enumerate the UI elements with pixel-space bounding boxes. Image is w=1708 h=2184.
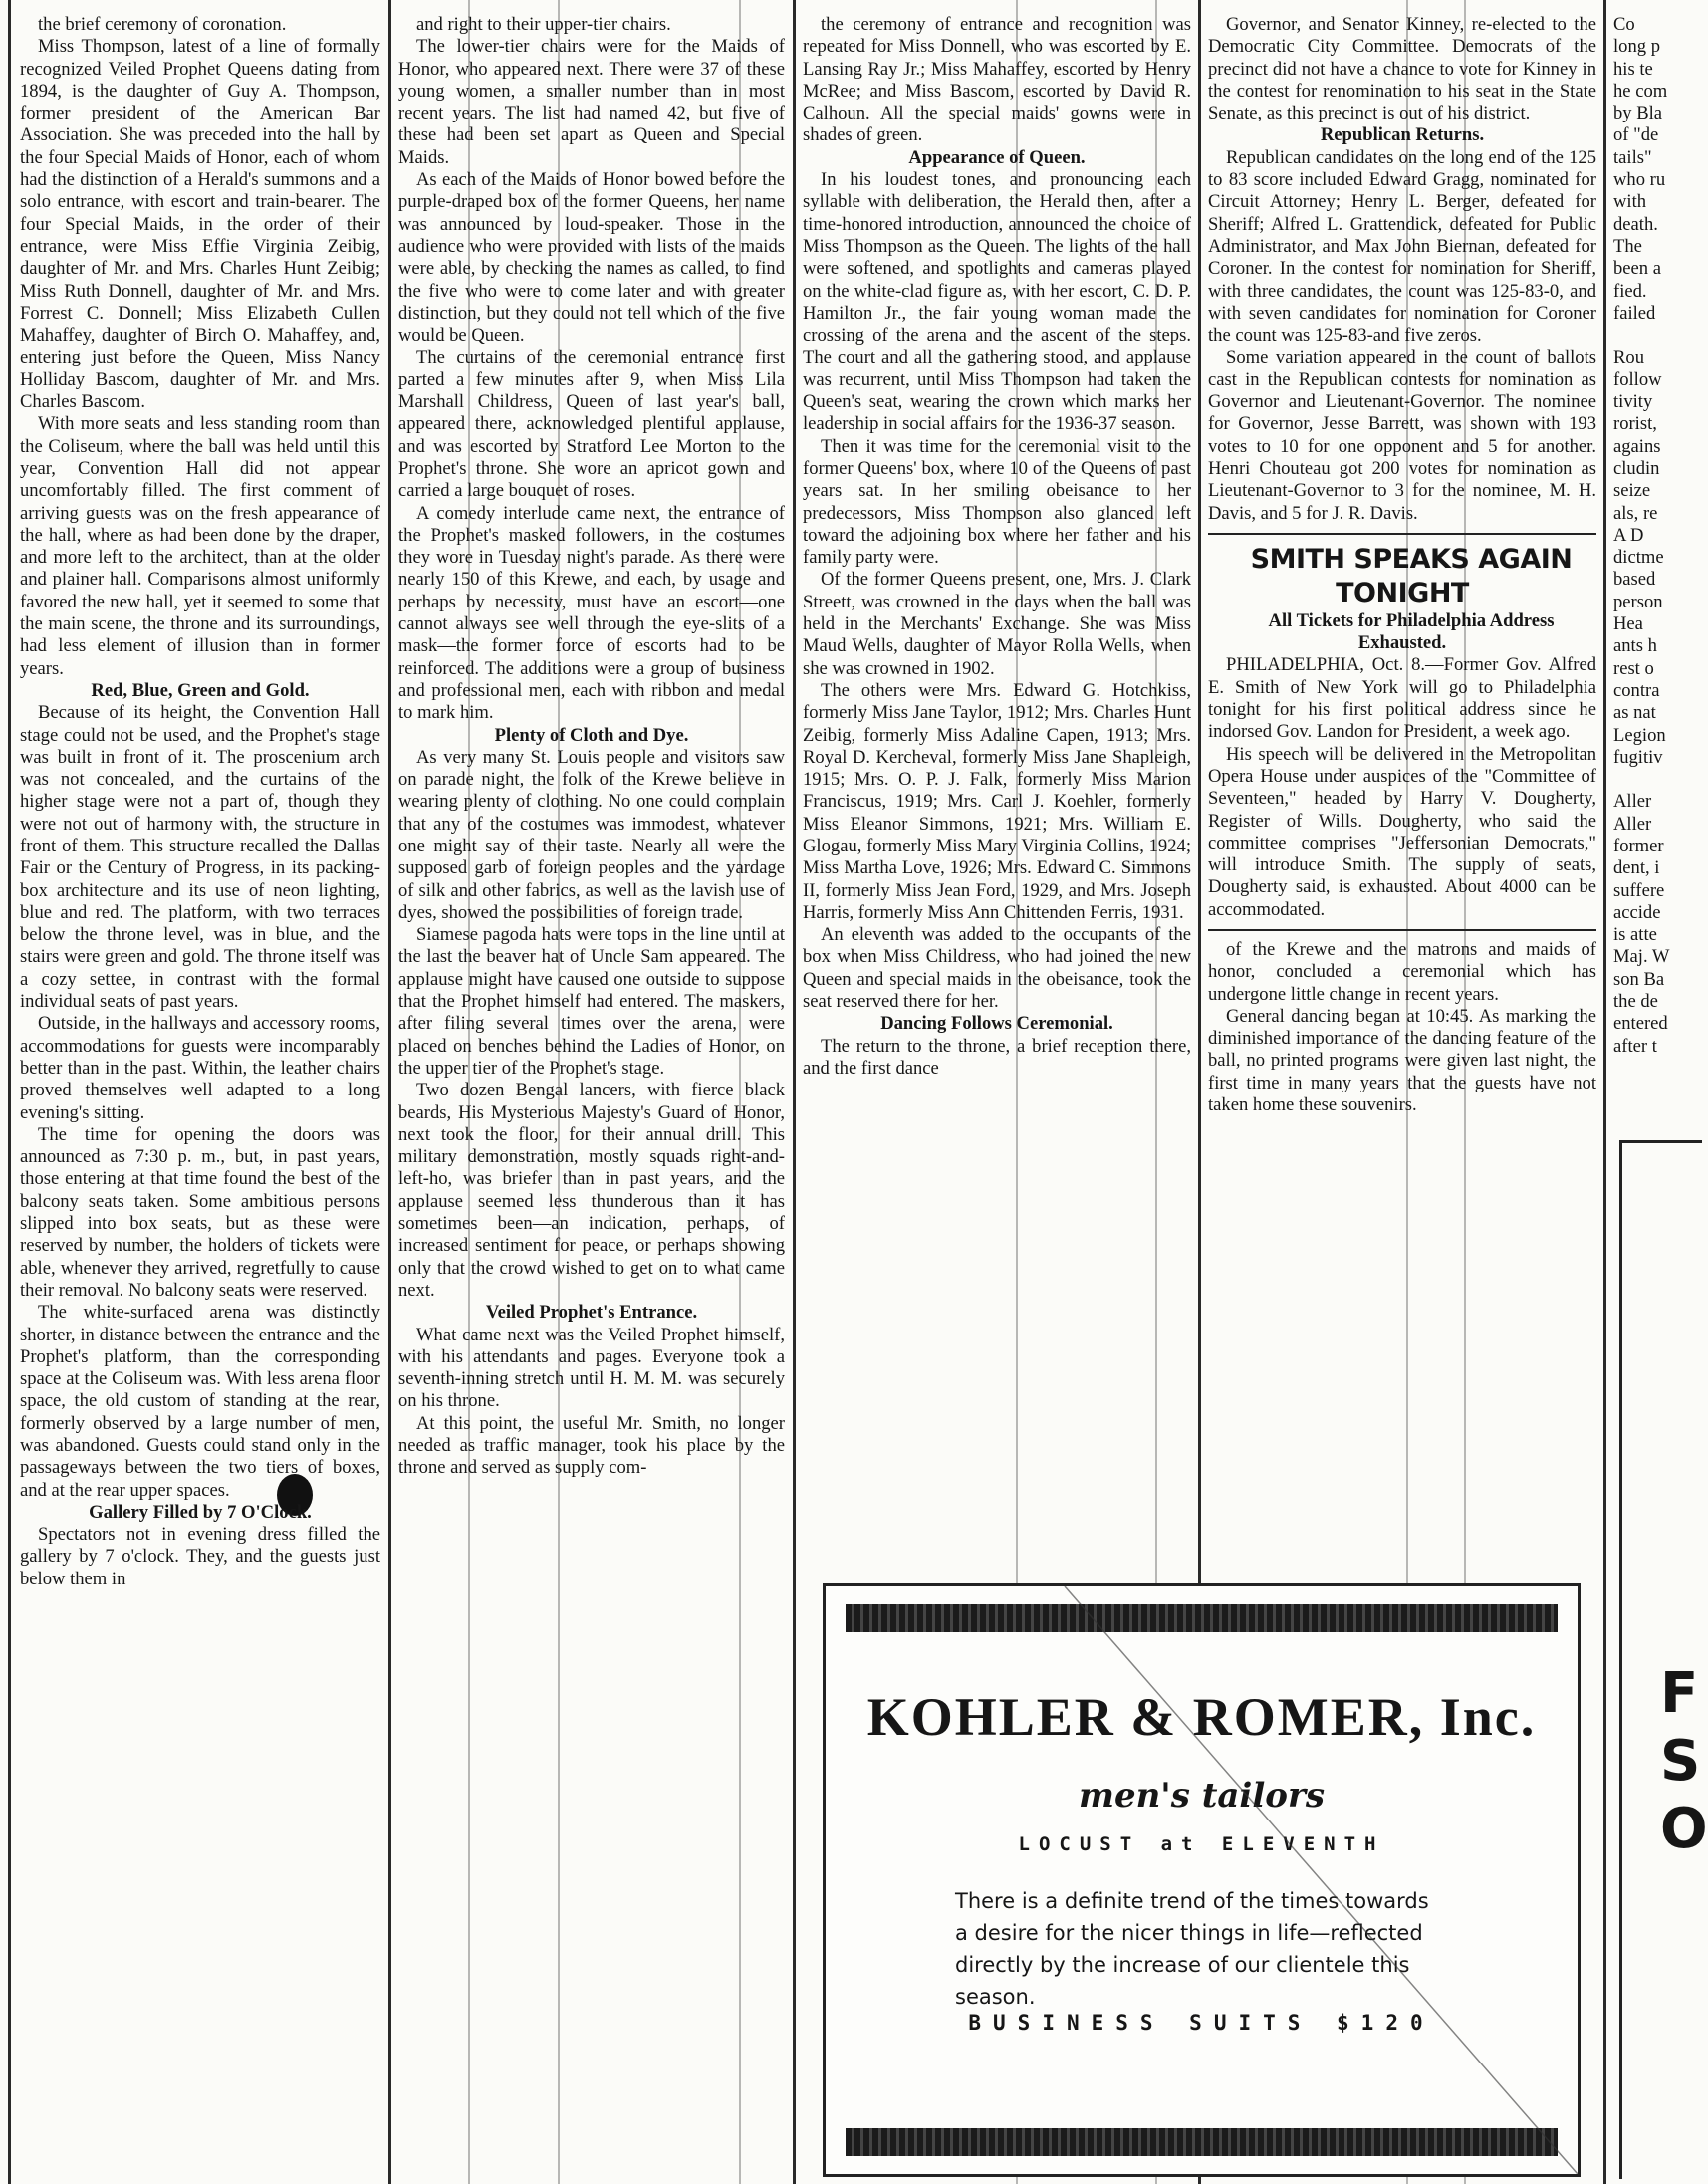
col5-line: cludin [1613, 457, 1660, 479]
col5-line: The [1613, 235, 1642, 257]
col2-paragraph: Two dozen Bengal lancers, with fierce black beards, His Mysterious Majesty's Guard of Honor, next took the floor, for their annual drill. This military demonstration, mostly squads right-and-left-ho, was briefer than in past years, and the applause seemed less thunderous than it has sometimes been—an indication, perhaps, of increased sentiment for peace, or perhaps showing only that the crowd wished to get on to what came next. [398, 1080, 785, 1301]
col5-line: long p [1613, 36, 1661, 58]
col5-line: Legion [1613, 724, 1666, 746]
col5-line: failed [1613, 302, 1656, 324]
col3-paragraph: Then it was time for the ceremonial visit to the former Queens' box, where 10 of the Queens of past years sat. In her smiling obeisance to her predecessors, Miss Thompson also glanced left toward the adjoining box where her father and his family party were. [803, 435, 1191, 569]
col5-line: son Ba [1613, 968, 1665, 990]
col5-line [1613, 325, 1693, 347]
col3-paragraph: In his loudest tones, and pronouncing each syllable with deliberation, the Herald then, after a time-honored introduction, announced the choice of Miss Thompson as the Queen. The lights of the hall were softened, and spotlights and cameras played on the white-clad figure as, with her escort, C. D. P. Hamilton Jr., the fair young woman made the crossing of the arena and the ascent of the steps. The court and all the gathering stood, and applause was recurrent, until Miss Thompson had taken the Queen's seat, wearing the crown which marks her leadership in social affairs for the 1936-37 season. [803, 169, 1191, 435]
col5-line: been a [1613, 258, 1662, 280]
col4-paragraph: Republican candidates on the long end of the 125 to 83 score included Edward Gragg, nominated for Circuit Attorney; Henry L. Berger, defeated for Sheriff; Alfred L. Grattendick, defeated for Public Administrator, and Max John Biernan, defeated for Coroner. In the contest for nomination for Sheriff, with three candidates, the count was 125-83-0, and with seven candidates for nomination for Coroner the count was 125-83-and five zeros. [1208, 146, 1596, 347]
col1-paragraph: Because of its height, the Convention Hall stage could not be used, and the Prophet's stage was built in front of it. The proscenium arch was not concealed, and the curtains of the higher stage were not a part of, though they were not out of harmony with, the structure in front of them. This structure recalled the Dallas Fair or the Century of Progress, in its packing-box architecture and its use of neon lighting, blue and red. The platform, with two terraces below the throne level, was in blue, and the stairs were green and gold. The throne itself was a cozy settee, in contrast with the formal individual seats of past years. [20, 702, 380, 1013]
col3-paragraph: The others were Mrs. Edward G. Hotchkiss, formerly Miss Jane Taylor, 1912; Mrs. Charles Hunt Zeibig, formerly Miss Adaline Capen, 1913; Mrs. Royal D. Kercheval, formerly Miss Jane Shapleigh, 1915; Mrs. O. P. J. Falk, formerly Miss Marion Franciscus, 1919; Mrs. Carl J. Koehler, formerly Miss Eleanor Simmons, 1921; Mrs. William E. Glogau, formerly Miss Mary Virginia Collins, 1924; Miss Martha Love, 1926; Mrs. Edward C. Simmons II, formerly Miss Jean Ford, 1929, and Mrs. Joseph Harris, formerly Miss Ann Chittenden Ferris, 1931. [803, 679, 1191, 923]
col4-paragraph: Governor, and Senator Kinney, re-elected to the Democratic City Committee. Democrats of the precinct did not have a chance to vote for Kinney in the contest for renomination to his seat in the State Senate, as this precinct is out of his district. [1208, 14, 1596, 124]
col5-line: Co [1613, 14, 1635, 35]
col1-paragraph: Outside, in the hallways and accessory rooms, accommodations for guests were incomparably better than in the past. Within, the leather chairs proved themselves well adapted to a long evening's sitting. [20, 1013, 380, 1123]
col5-line [1613, 769, 1693, 791]
col5-line: former [1613, 835, 1664, 856]
col5-line: agains [1613, 435, 1661, 457]
col1-body [20, 14, 380, 1590]
col1-paragraph: Spectators not in evening dress filled the gallery by 7 o'clock. They, and the guests just below them in [20, 1524, 380, 1589]
column-rule [1603, 0, 1606, 2184]
col5-line: suffere [1613, 879, 1665, 901]
col5-line: als, re [1613, 502, 1658, 524]
ad-copy: There is a definite trend of the times towards a desire for the nicer things in life—reflected directly by the increase of our clientele this season. [955, 1889, 1429, 2009]
column-4 [1208, 14, 1596, 1573]
col2-paragraph: As each of the Maids of Honor bowed before the purple-draped box of the former Queens, her name was announced by loud-speaker. Those in the audience who were provided with lists of the maids were able, by checking the names as called, to find the five who were to come later and with greater distinction, but they could not tell which of the five would be Queen. [398, 169, 785, 347]
col5-line: of "de [1613, 124, 1659, 146]
col5-line: Maj. W [1613, 946, 1670, 968]
big-letter-2: S [1660, 1729, 1701, 1794]
col5-line: based [1613, 569, 1656, 591]
col2-subheading: Veiled Prophet's Entrance. [485, 1302, 698, 1324]
col5-line: who ru [1613, 169, 1666, 191]
col2-paragraph: As very many St. Louis people and visitors saw on parade night, the folk of the Krewe believe in wearing plenty of clothing. No one could complain that any of the costumes was immodest, whatever one might say of their taste. Nearly all were the supposed garb of foreign peoples and the yardage of silk and other fabrics, as well as the lavish use of dyes, showed the possibilities of foreign trade. [398, 746, 785, 923]
col5-line: fugitiv [1613, 746, 1663, 768]
col5-line: entered [1613, 1013, 1668, 1035]
col5-line: contra [1613, 679, 1660, 701]
col5-line: with [1613, 191, 1647, 213]
col5-line: ants h [1613, 635, 1657, 657]
col2-paragraph: The lower-tier chairs were for the Maids of Honor, who appeared next. There were 37 of these young women, a smaller number than in most recent years. The list had named 42, but five of these had been set apart as Queen and Special Maids. [398, 36, 785, 168]
column-3 [803, 14, 1191, 1573]
col2-subheading: Plenty of Cloth and Dye. [494, 724, 689, 746]
column-rule [8, 0, 11, 2184]
ad-address: LOCUST at ELEVENTH [1018, 1833, 1385, 1855]
story-subhead: All Tickets for Philadelphia Address Exhausted. [1268, 609, 1555, 654]
col5-line: follow [1613, 368, 1662, 390]
col3-paragraph: The return to the throne, a brief reception there, and the first dance [803, 1035, 1191, 1079]
col5-line: is atte [1613, 924, 1657, 946]
col3-paragraph: Of the former Queens present, one, Mrs. J. Clark Streett, was crowned in the days when the ball was held in the Merchants' Exchange. She was Miss Maud Wells, daughter of Mayor Rolla Wells, when she was crowned in 1902. [803, 569, 1191, 679]
col2-paragraph: Siamese pagoda hats were tops in the line until at the last the beaver hat of Uncle Sam appeared. The applause might have caused one outside to suppose that the Prophet himself had entered. The maskers, after filing several times over the arena, were placed on benches behind the Ladies of Honor, on the upper tier of the Prophet's stage. [398, 924, 785, 1079]
col5-line: as nat [1613, 702, 1656, 724]
ad-diagonal-scratch [826, 1586, 1578, 2174]
col5-line: dictme [1613, 547, 1664, 569]
col5-line: accide [1613, 901, 1661, 923]
col5-line: A D [1613, 524, 1644, 546]
ad-offer: BUSINESS SUITS $120 [968, 2011, 1435, 2035]
col4-paragraph: Some variation appeared in the count of ballots cast in the Republican contests for nomination as Governor and Lieutenant-Governor. The nominee for Governor, Jesse Barrett, was shown with 193 votes to 10 for one opponent and 5 for another. Henri Chouteau got 200 votes for nomination as Lieutenant-Governor to 3 for the nominee, M. H. Davis, and 5 for J. R. Davis. [1208, 347, 1596, 524]
col3-subheading: Appearance of Queen. [908, 146, 1086, 168]
col4-subheading: Republican Returns. [1320, 124, 1485, 146]
column-5-box [1619, 1140, 1708, 2179]
col4-paragraph: His speech will be delivered in the Metropolitan Opera House under auspices of the "Committee of Seventeen," headed by Harry V. Dougherty, Register of Wills. Dougherty, who said the committee comprises "Jeffersonian Democrats," will introduce Smith. The supply of seats, Dougherty said, is exhausted. About 4000 can be accommodated. [1208, 743, 1596, 920]
col2-paragraph: and right to their upper-tier chairs. [416, 14, 671, 35]
col1-paragraph: the brief ceremony of coronation. [38, 14, 287, 35]
col5-line: his te [1613, 58, 1653, 80]
col2-paragraph: At this point, the useful Mr. Smith, no longer needed as traffic manager, took his place by the throne and served as supply com- [398, 1412, 785, 1479]
divider [1208, 533, 1596, 535]
col1-paragraph: The time for opening the doors was announced as 7:30 p. m., but, in past years, those entering at that time found the best of the balcony seats taken. Some ambitious persons slipped into box seats, but as these were reserved by number, the holders of tickets were able, whenever they arrived, regretfully to cause their removal. No balcony seats were reserved. [20, 1123, 380, 1301]
story-headline: SMITH SPEAKS AGAIN TONIGHT [1250, 543, 1573, 608]
column-1 [20, 14, 380, 2180]
col1-subheading: Gallery Filled by 7 O'Clock. [89, 1501, 312, 1523]
col3-subheading: Dancing Follows Ceremonial. [880, 1013, 1113, 1035]
col5-line: rorist, [1613, 413, 1657, 435]
col5-line: he com [1613, 80, 1668, 102]
col1-paragraph: Miss Thompson, latest of a line of formally recognized Veiled Prophet Queens dating from 1894, is the daughter of Guy A. Thompson, former president of the American Bar Association. She was preceded into the hall by the four Special Maids of Honor, each of whom had the distinction of a Herald's summons and a solo entrance, with escort and train-bearer. The four Special Maids, in the order of their entrance, were Miss Effie Virginia Zeibig, daughter of Mr. and Mrs. Charles Hunt Zeibig; Miss Ruth Donnell, daughter of Mr. and Mrs. Forrest C. Donnell; Miss Elizabeth Cullen Mahaffey, daughter of Birch O. Mahaffey, and, entering just before the Queen, Miss Nancy Holliday Bascom, daughter of Mr. and Mrs. Charles Bascom. [20, 36, 380, 413]
kohler-romer-advertisement [823, 1583, 1581, 2177]
col5-line: tivity [1613, 391, 1653, 413]
col2-paragraph: What came next was the Veiled Prophet himself, with his attendants and pages. Everyone took a seventh-inning stretch until H. M. M. was securely on his throne. [398, 1324, 785, 1412]
col3-paragraph: the ceremony of entrance and recognition was repeated for Miss Donnell, who was escorted by E. Lansing Ray Jr.; Miss Mahaffey, escorted by Henry McRee; and Miss Bascom, escorted by David R. Calhoun. All the special maids' gowns were in shades of green. [803, 14, 1191, 146]
column-rule [388, 0, 391, 2184]
col5-line: dent, i [1613, 857, 1660, 879]
col5-line: seize [1613, 480, 1651, 502]
ad-tagline: men's tailors [1078, 1776, 1325, 1816]
col5-line: the de [1613, 991, 1658, 1013]
column-5-fragment [1613, 14, 1693, 1159]
col5-line: by Bla [1613, 103, 1663, 124]
col5-line: rest o [1613, 657, 1654, 679]
col5-line: Aller [1613, 813, 1652, 835]
col5-line: tails" [1613, 146, 1652, 168]
col2-paragraph: A comedy interlude came next, the entrance of the Prophet's masked followers, in the costumes they wore in Tuesday night's parade. As there were nearly 150 of this Krewe, and each, by usage and perhaps by necessity, must have an escort—one cannot always see well through the eye-slits of a mask—the former force of escorts had to be reinforced. The additions were a group of business and professional men, each with ribbon and medal to mark him. [398, 502, 785, 724]
big-letter-3: O [1660, 1797, 1708, 1861]
col5-line: Aller [1613, 791, 1652, 813]
col1-subheading: Red, Blue, Green and Gold. [91, 679, 310, 701]
col4-paragraph: PHILADELPHIA, Oct. 8.—Former Gov. Alfred E. Smith of New York will go to Philadelphia tonight for his first political address since he indorsed Gov. Landon for President, a week ago. [1208, 654, 1596, 743]
col5-line: Hea [1613, 613, 1643, 635]
col5-line: fied. [1613, 280, 1647, 302]
col5-line: death. [1613, 213, 1658, 235]
divider [1208, 929, 1596, 931]
col5-lines [1613, 14, 1693, 1058]
big-letter-1: F [1660, 1661, 1699, 1726]
col1-paragraph: The white-surfaced arena was distinctly shorter, in distance between the entrance and the Prophet's platform, than the corresponding space at the Coliseum was. With less arena floor space, the old custom of standing at the rear, formerly observed by a large number of men, was abandoned. Guests could stand only in the passageways between the two tiers of boxes, and at the rear upper spaces. [20, 1302, 380, 1501]
col4-paragraph: of the Krewe and the matrons and maids of honor, concluded a ceremonial which has undergone little change in recent years. [1208, 938, 1596, 1005]
col1-paragraph: With more seats and less standing room than the Coliseum, where the ball was held until this year, Convention Hall did not appear uncomfortably filled. The first comment of arriving guests was on the fresh appearance of the hall, where as had been done by the draper, and more left to the architect, than at the older and plainer hall. Comparisons almost uniformly favored the new hall, yet it seemed to some that the main scene, the throne and its surroundings, had less element of illusion than in former years. [20, 413, 380, 679]
col3-paragraph: An eleventh was added to the occupants of the box when Miss Childress, who had joined the new Queen and special maids in the obeisance, took the seat reserved there for her. [803, 924, 1191, 1013]
column-rule [793, 0, 796, 2184]
col5-line: person [1613, 591, 1663, 612]
col2-paragraph: The curtains of the ceremonial entrance first parted a few minutes after 9, when Miss Lila Marshall Childress, Queen of last year's ball, appeared there, acknowledged plentiful applause, and was escorted by Stratford Lee Morton to the Prophet's throne. She wore an apricot gown and carried a large bouquet of roses. [398, 347, 785, 502]
col4-paragraph: General dancing began at 10:45. As marking the diminished importance of the dancing feature of the ball, no printed programs were given last night, the first time in many years that the guests have not taken home these souvenirs. [1208, 1005, 1596, 1116]
ad-firm-name: KOHLER & ROMER, Inc. [866, 1687, 1537, 1747]
col5-line: after t [1613, 1035, 1657, 1057]
column-2 [398, 14, 785, 2180]
col5-line: Rou [1613, 347, 1644, 368]
